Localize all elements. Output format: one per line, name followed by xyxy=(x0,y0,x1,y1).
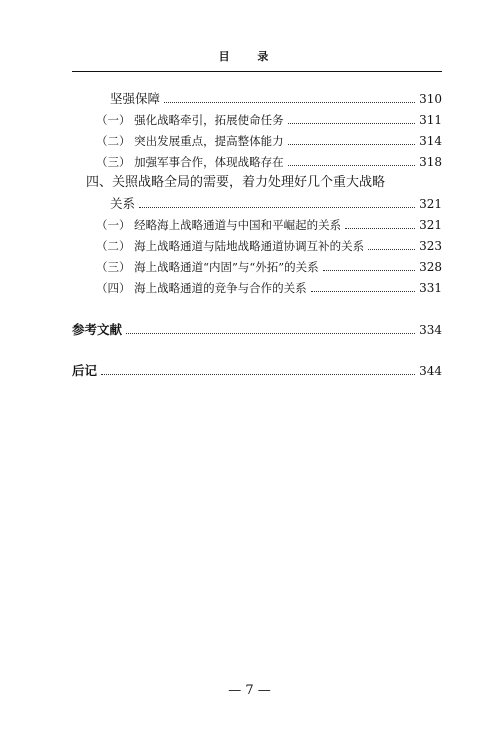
toc-entry[interactable] xyxy=(110,90,442,108)
toc-entry-page: 321 xyxy=(419,218,442,232)
dot-leader xyxy=(139,198,415,208)
toc-entry-page: 321 xyxy=(419,197,442,211)
header-rule xyxy=(72,71,442,72)
toc-entry-page: 311 xyxy=(419,113,442,127)
toc-entry-page: 323 xyxy=(419,239,442,253)
toc-entry-title: （四） 海上战略通道的竞争与合作的关系 xyxy=(96,281,307,295)
toc-entry[interactable] xyxy=(96,279,442,297)
toc-entry[interactable] xyxy=(96,132,442,150)
toc-entry-page: 318 xyxy=(419,155,442,169)
dot-leader xyxy=(101,365,415,375)
toc-entry-page: 310 xyxy=(419,92,442,106)
dot-leader xyxy=(164,93,415,103)
toc-entry-title: 关系 xyxy=(110,196,136,211)
dot-leader xyxy=(288,135,415,145)
toc-entry-title: 后记 xyxy=(72,363,98,378)
running-header: 目 录 xyxy=(218,50,281,63)
dot-leader xyxy=(288,156,415,166)
dot-leader xyxy=(323,261,415,271)
toc-entry-title: （一） 经略海上战略通道与中国和平崛起的关系 xyxy=(96,218,342,232)
toc-entry[interactable] xyxy=(96,153,442,171)
page-number: — 7 — xyxy=(228,683,271,698)
toc-entry-title: （二） 突出发展重点，提高整体能力 xyxy=(96,134,284,148)
toc-entry-heading[interactable]: 四、关照战略全局的需要，着力处理好几个重大战略 xyxy=(86,175,386,190)
dot-leader xyxy=(345,219,415,229)
toc-entry[interactable] xyxy=(96,237,442,255)
toc-entry-page: 331 xyxy=(419,281,442,295)
toc-entry-title: （二） 海上战略通道与陆地战略通道协调互补的关系 xyxy=(96,239,365,253)
dot-leader xyxy=(288,114,415,124)
dot-leader xyxy=(126,324,415,334)
toc-entry-page: 334 xyxy=(419,323,442,337)
toc-entry-title: （三） 海上战略通道“内固”与“外拓”的关系 xyxy=(96,260,319,274)
toc-entry[interactable] xyxy=(72,321,442,339)
toc-entry-page: 314 xyxy=(419,134,442,148)
toc-entry-page: 344 xyxy=(419,364,442,378)
toc-entry-page: 328 xyxy=(419,260,442,274)
dot-leader xyxy=(311,282,415,292)
toc-entry-title: （一） 强化战略牵引，拓展使命任务 xyxy=(96,113,284,127)
toc-entry[interactable] xyxy=(96,111,442,129)
toc-entry[interactable] xyxy=(96,216,442,234)
toc-entry-title: （三） 加强军事合作，体现战略存在 xyxy=(96,155,284,169)
toc-entry[interactable] xyxy=(96,258,442,276)
toc-entry-title: 坚强保障 xyxy=(110,91,161,106)
dot-leader xyxy=(368,240,415,250)
toc-entry-title: 参考文献 xyxy=(72,322,123,337)
toc-entry[interactable] xyxy=(110,195,442,213)
toc-entry[interactable] xyxy=(72,362,442,380)
